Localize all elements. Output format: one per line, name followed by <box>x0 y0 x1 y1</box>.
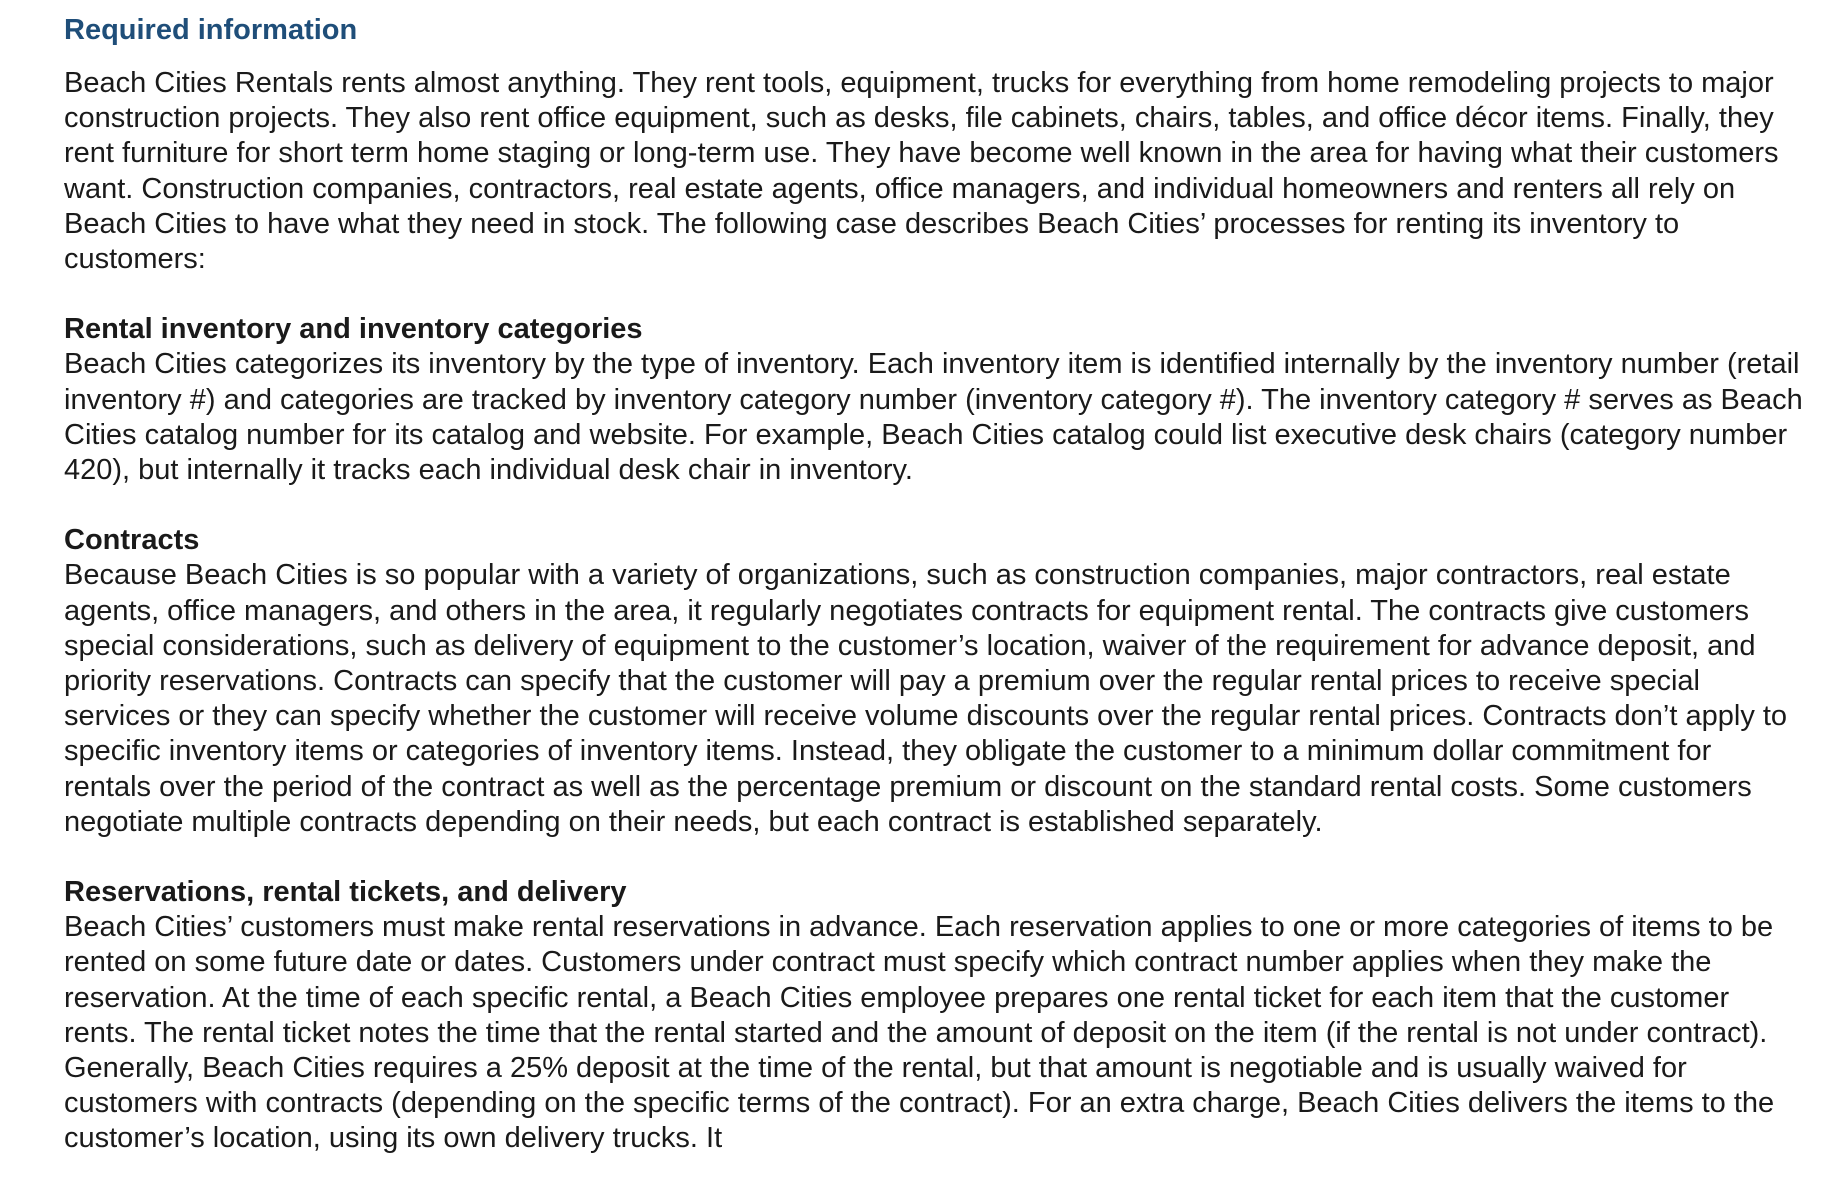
section-reservations <box>64 875 1804 1157</box>
section-body: Because Beach Cities is so popular with a variety of organizations, such as construction companies, major contractors, real estate agents, office managers, and others in the area, it regularly negotiates contracts for equipment rental. The contracts give customers special considerations, such as delivery of equipment to the customer’s location, waiver of the requirement for advance deposit, and priority reservations. Contracts can specify that the customer will pay a premium over the regular rental prices to receive special services or they can specify whether the customer will receive volume discounts over the regular rental prices. Contracts don’t apply to specific inventory items or categories of inventory items. Instead, they obligate the customer to a minimum dollar commitment for rentals over the period of the contract as well as the percentage premium or discount on the standard rental costs. Some customers negotiate multiple contracts depending on their needs, but each contract is established separately. <box>64 559 1788 838</box>
section-heading: Contracts <box>64 524 200 557</box>
intro-paragraph: Beach Cities Rentals rents almost anything. They rent tools, equipment, trucks for everything from home remodeling projects to major construction projects. They also rent office equipment, such as desks, file cabinets, chairs, tables, and office décor items. Finally, they rent furniture for short term home staging or long-term use. They have become well known in the area for having what their customers want. Construction companies, contractors, real estate agents, office managers, and individual homeowners and renters all rely on Beach Cities to have what they need in stock. The following case describes Beach Cities’ processes for renting its inventory to customers: <box>64 67 1779 276</box>
document-title: Required information <box>64 14 358 46</box>
section-body: Beach Cities’ customers must make rental reservations in advance. Each reservation applies to one or more categories of items to be rented on some future date or dates. Customers under contract must specify which contract number applies when they make the reservation. At the time of each specific rental, a Beach Cities employee prepares one rental ticket for each item that the customer rents. The rental ticket notes the time that the rental started and the amount of deposit on the item (if the rental is not under contract). Generally, Beach Cities requires a 25% deposit at the time of the rental, but that amount is negotiable and is usually waived for customers with contracts (depending on the specific terms of the contract). For an extra charge, Beach Cities delivers the items to the customer’s location, using its own delivery trucks. It <box>64 911 1775 1155</box>
section-contracts <box>64 523 1804 840</box>
section-heading: Reservations, rental tickets, and delivery <box>64 876 627 909</box>
section-rental-inventory <box>64 312 1804 488</box>
document-page <box>64 10 1804 1157</box>
section-heading: Rental inventory and inventory categories <box>64 313 643 346</box>
section-body: Beach Cities categorizes its inventory by the type of inventory. Each inventory item is identified internally by the inventory number (retail inventory #) and categories are tracked by inventory category number (inventory category #). The inventory category # serves as Beach Cities catalog number for its catalog and website. For example, Beach Cities catalog could list executive desk chairs (category number 420), but internally it tracks each individual desk chair in inventory. <box>64 348 1803 487</box>
